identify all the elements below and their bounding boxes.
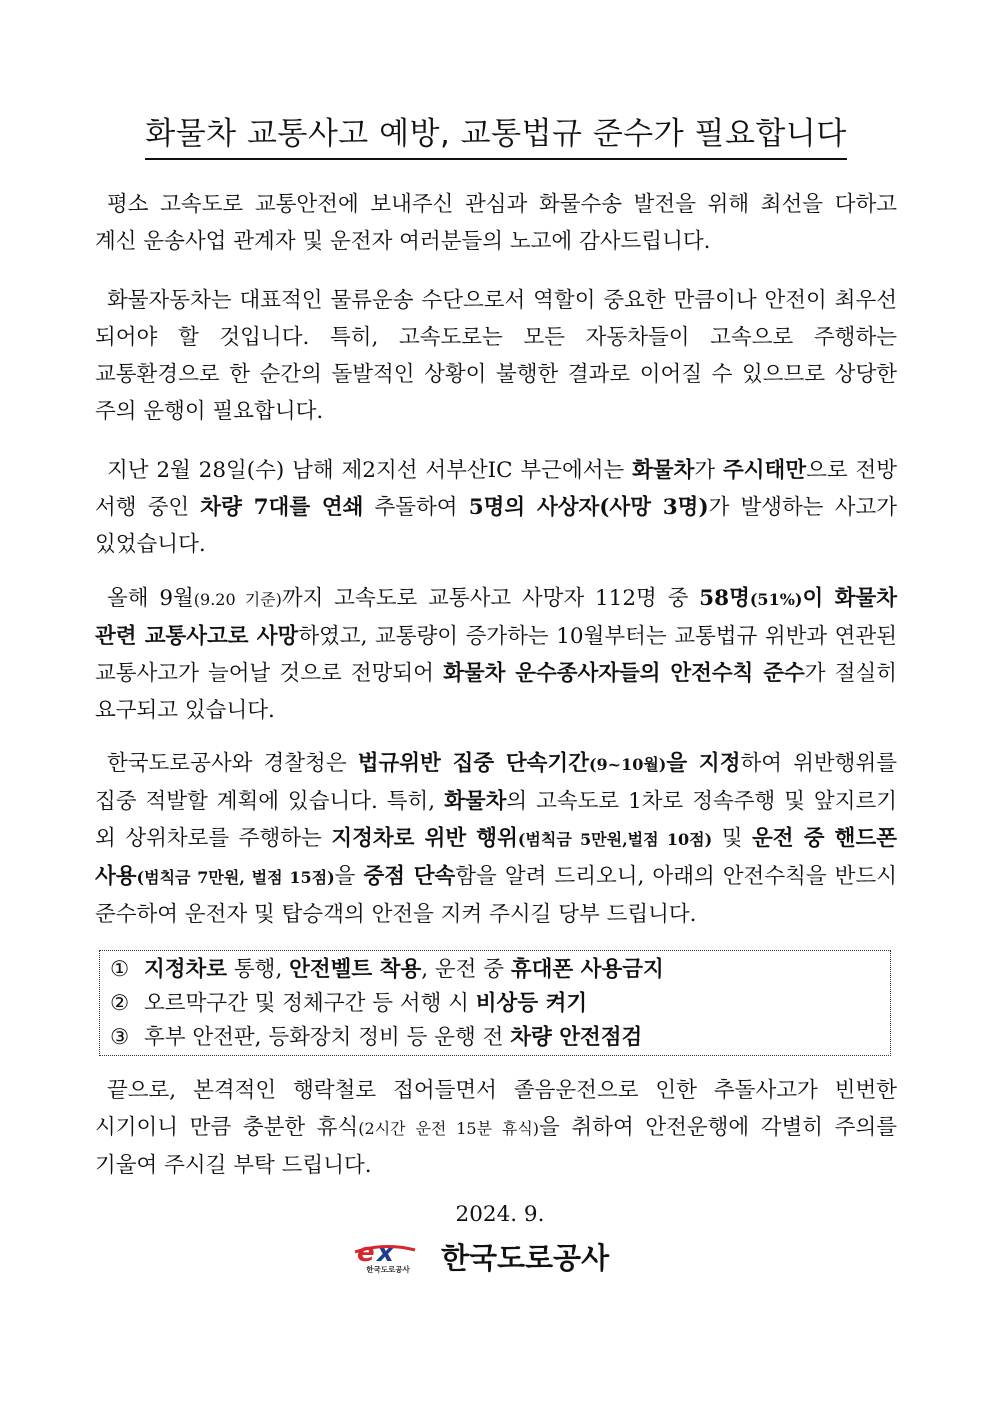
emphasis-text: 지정차로 위반 행위 [331,826,518,851]
emphasis-text: 화물차 [632,458,695,483]
emphasis-text: 주시태만 [723,458,807,483]
issue-date: 2024. 9. [455,1202,545,1227]
paragraph-closing [95,1072,897,1184]
text-run: 을 [334,864,364,889]
safety-rules-box [99,950,891,1056]
emphasis-text: 이 화물차 관련 교통사고로 사망 [95,586,897,649]
text-run: 가 절실히 요구되고 있습니다. [95,661,897,723]
paragraph-greeting [95,186,897,260]
small-note: (2시간 운전 15분 휴식) [358,1119,540,1138]
small-note: (범칙금 7만원, 벌점 15점) [136,868,335,887]
safety-rule-item [110,953,890,987]
svg-text:x: x [377,1240,394,1266]
title-text: 화물차 교통사고 예방, 교통법규 준수가 필요합니다 [145,112,847,160]
small-note: (51%) [749,590,803,609]
paragraph-statistics [95,580,897,729]
emphasis-text: 58명 [699,586,750,611]
text-run: 오르막구간 및 정체구간 등 서행 시 [144,991,476,1016]
text-run: 한국도로공사와 경찰청은 [107,751,358,776]
small-note: (9.20 기준) [193,590,282,609]
greeting-text: 평소 고속도로 교통안전에 보내주신 관심과 화물수송 발전을 위해 최선을 다하고 계신 운송사업 관계자 및 운전자 여러분들의 노고에 감사드립니다. [95,192,897,254]
rule-number: ③ [110,1025,130,1050]
safety-rule-item [110,1021,890,1055]
text-run: 추돌하여 [363,495,469,520]
emphasis-text: 을 지정 [666,751,741,776]
text-run: 끝으로, 본격적인 행락철로 접어들면서 졸음운전으로 인한 추돌사고가 빈번한 시기이니 만큼 충분한 휴식 [95,1078,897,1140]
svg-text:e: e [357,1240,375,1266]
rule-number: ① [110,957,130,982]
text-run: 하여 위반행위를 집중 적발할 계획에 있습니다. 특히, [95,751,897,814]
emphasis-text: 차량 7대를 연쇄 [200,495,364,520]
text-run: 후부 안전판, 등화장치 정비 등 운행 전 [144,1025,511,1050]
text-run: 으로 전방 서행 중인 [95,458,897,520]
emphasis-text: 화물차 운수종사자들의 안전수칙 준수 [443,661,805,686]
paragraph-enforcement [95,745,897,933]
text-run: 의 고속도로 1차로 정속주행 및 앞지르기 외 상위차로를 주행하는 [95,789,898,851]
emphasis-text: 중점 단속 [363,864,456,889]
page-title [0,112,992,160]
text-run: 지난 2월 28일(수) 남해 제2지선 서부산IC 부근에서는 [107,458,633,483]
text-run: 가 [694,458,724,483]
emphasis-text: 휴대폰 사용금지 [510,957,664,982]
text-run: , 운전 중 [421,957,511,982]
text-run: 가 발생하는 사고가 있었습니다. [95,495,897,557]
safety-rule-item [110,987,890,1021]
text-run: 통행, [227,957,290,982]
emphasis-text: 5명의 사상자(사망 3명) [468,495,709,520]
text-run: 까지 고속도로 교통사고 사망자 112명 중 [281,586,700,611]
logo-subtext: 한국도로공사 [366,1265,410,1274]
text-run: 올해 9월 [107,586,194,611]
emphasis-text: 차량 안전점검 [510,1025,643,1050]
paragraph-accident-case [95,452,897,563]
paragraph-safety-priority [95,282,897,430]
small-note: (9~10월) [588,755,667,774]
emphasis-text: 비상등 켜기 [475,991,588,1016]
text-run: 및 [712,826,752,851]
emphasis-text: 안전벨트 착용 [289,957,422,982]
safety-priority-text: 화물자동차는 대표적인 물류운송 수단으로서 역할이 중요한 만큼이나 안전이 최우선 되어야 할 것입니다. 특히, 고속도로는 모든 자동차들이 고속으로 주행하는 교통환경으로 한 순간의 돌발적인 상황이 불행한 결과로 이어질 수 있으므로 상당한 주의 운행이 필요합니다. [95,288,897,424]
text-run: 을 취하여 안전운행에 각별히 주의를 기울여 주시길 부탁 드립니다. [95,1115,897,1178]
emphasis-text: 지정차로 [144,957,228,982]
small-note: (범칙금 5만원,벌점 10점) [517,830,713,849]
organization-name: 한국도로공사 [441,1241,610,1275]
text-run: 하였고, 교통량이 증가하는 10월부터는 교통법규 위반과 연관된 교통사고가 늘어날 것으로 전망되어 [95,624,897,686]
organization-logo [355,1236,645,1284]
rule-number: ② [110,991,130,1016]
emphasis-text: 화물차 [444,789,507,814]
emphasis-text: 법규위반 집중 단속기간 [357,751,589,776]
emphasis-text: 운전 중 핸드폰 사용 [95,826,897,889]
text-run: 함을 알려 드리오니, 아래의 안전수칙을 반드시 준수하여 운전자 및 탑승객의 안전을 지켜 주시길 당부 드립니다. [95,864,897,927]
